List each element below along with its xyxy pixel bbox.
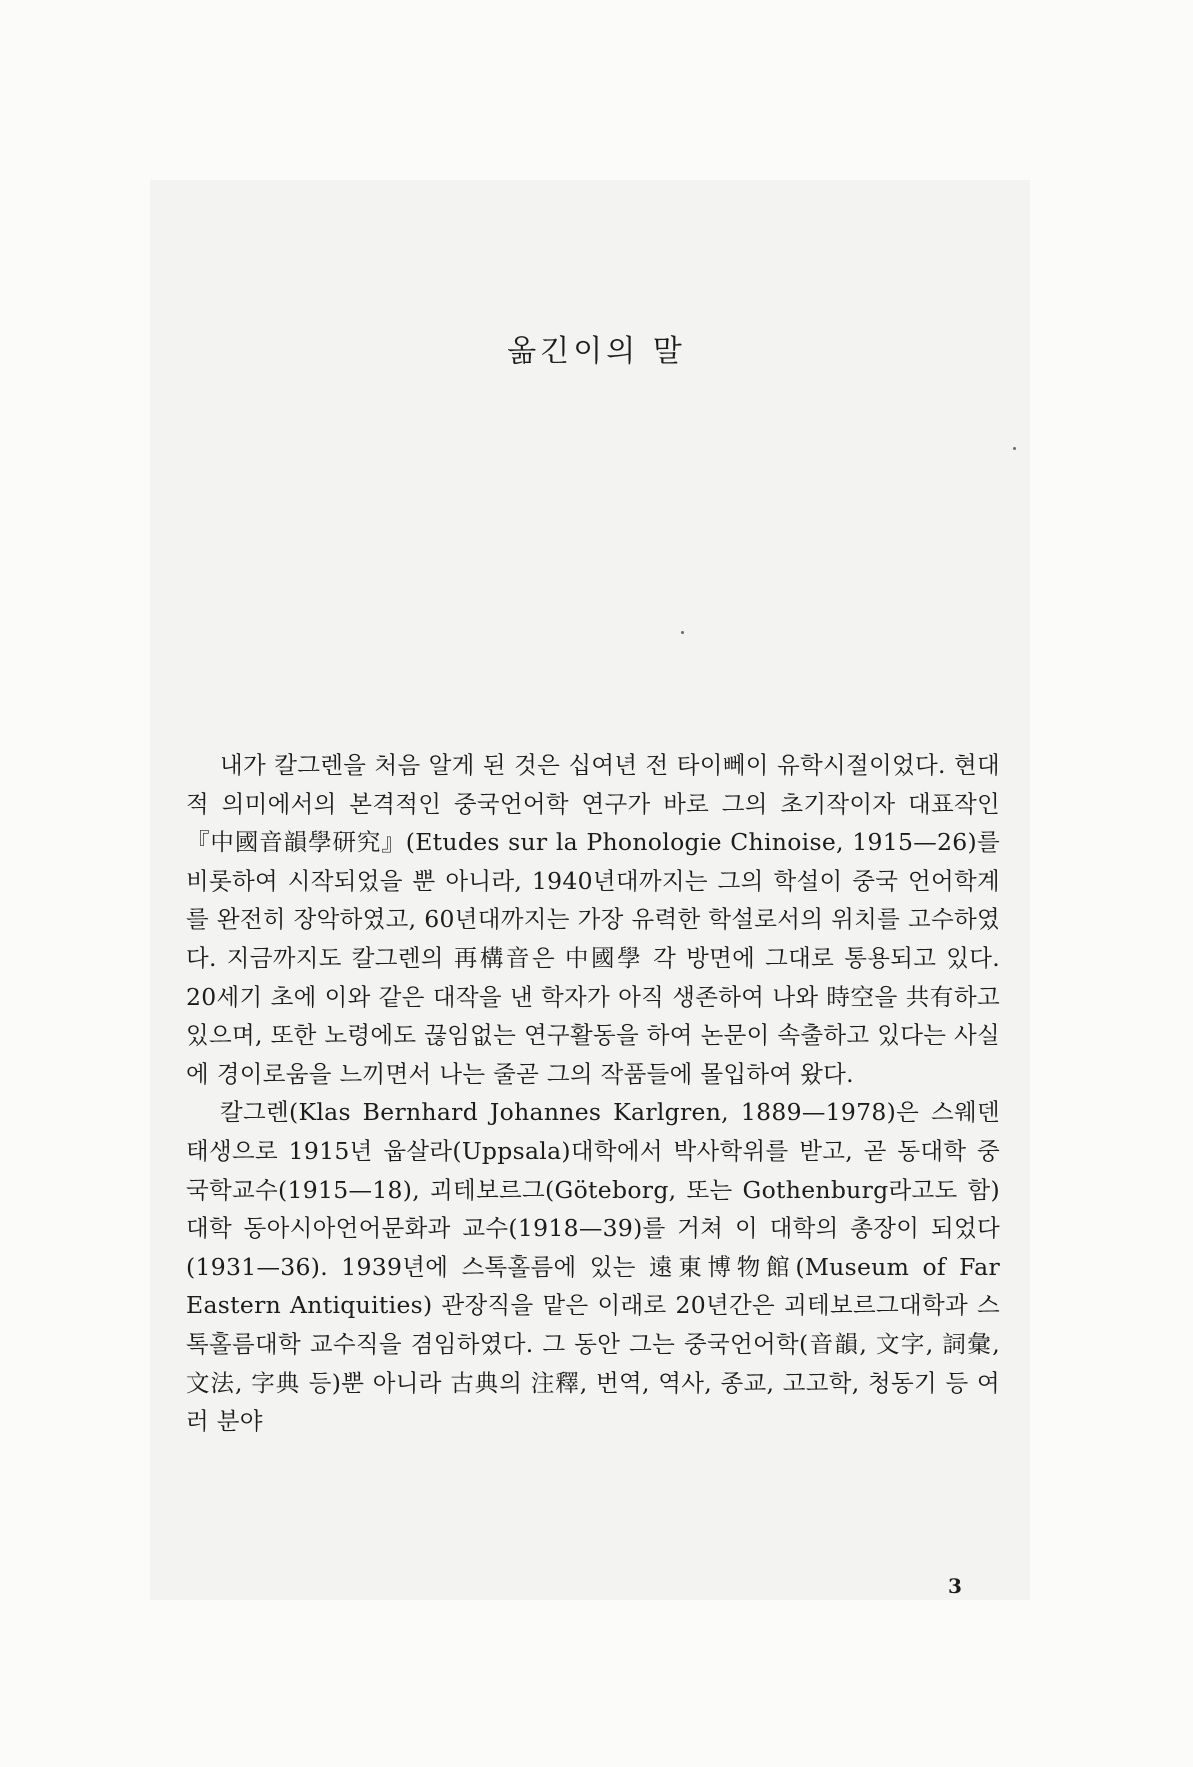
page-number: 3 [948, 1574, 962, 1598]
paragraph-intro: 내가 칼그렌을 처음 알게 된 것은 십여년 전 타이뻬이 유학시절이었다. 현대적 의미에서의 본격적인 중국언어학 연구가 바로 그의 초기작이자 대표작인 『中國音韻學研究』(Etudes sur la Phonologie Chinoise, 1915—26)를 비롯하여 시작되었을 뿐 아니라, 1940년대까지는 그의 학설이 중국 언어학계를 완전히 장악하였고, 60년대까지는 가장 유력한 학설로서의 위치를 고수하였다. 지금까지도 칼그렌의 再構音은 中國學 각 방면에 그대로 통용되고 있다. 20세기 초에 이와 같은 대작을 낸 학자가 아직 생존하여 나와 時空을 共有하고 있으며, 또한 노령에도 끊임없는 연구활동을 하여 논문이 속출하고 있다는 사실에 경이로움을 느끼면서 나는 줄곧 그의 작품들에 몰입하여 왔다. [186, 751, 1000, 1088]
scan-speck [681, 631, 684, 634]
page-title: 옮긴이의 말 [507, 334, 686, 370]
scan-speck [1013, 447, 1016, 450]
paragraph-biography: 칼그렌(Klas Bernhard Johannes Karlgren, 1889—1978)은 스웨덴 태생으로 1915년 웁살라(Uppsala)대학에서 박사학위를 받고, 곧 동대학 중국학교수(1915—18), 괴테보르그(Göteborg, 또는 Gothenburg라고도 함)대학 동아시아언어문화과 교수(1918—39)를 거쳐 이 대학의 총장이 되었다(1931—36). 1939년에 스톡홀름에 있는 遠東博物館(Museum of Far Eastern Antiquities) 관장직을 맡은 이래로 20년간은 괴테보르그대학과 스톡홀름대학 교수직을 겸임하였다. 그 동안 그는 중국언어학(音韻, 文字, 詞彙, 文法, 字典 등)뿐 아니라 古典의 注釋, 번역, 역사, 종교, 고고학, 청동기 등 여러 분야 [186, 1098, 1000, 1436]
body-text [186, 746, 1000, 1441]
